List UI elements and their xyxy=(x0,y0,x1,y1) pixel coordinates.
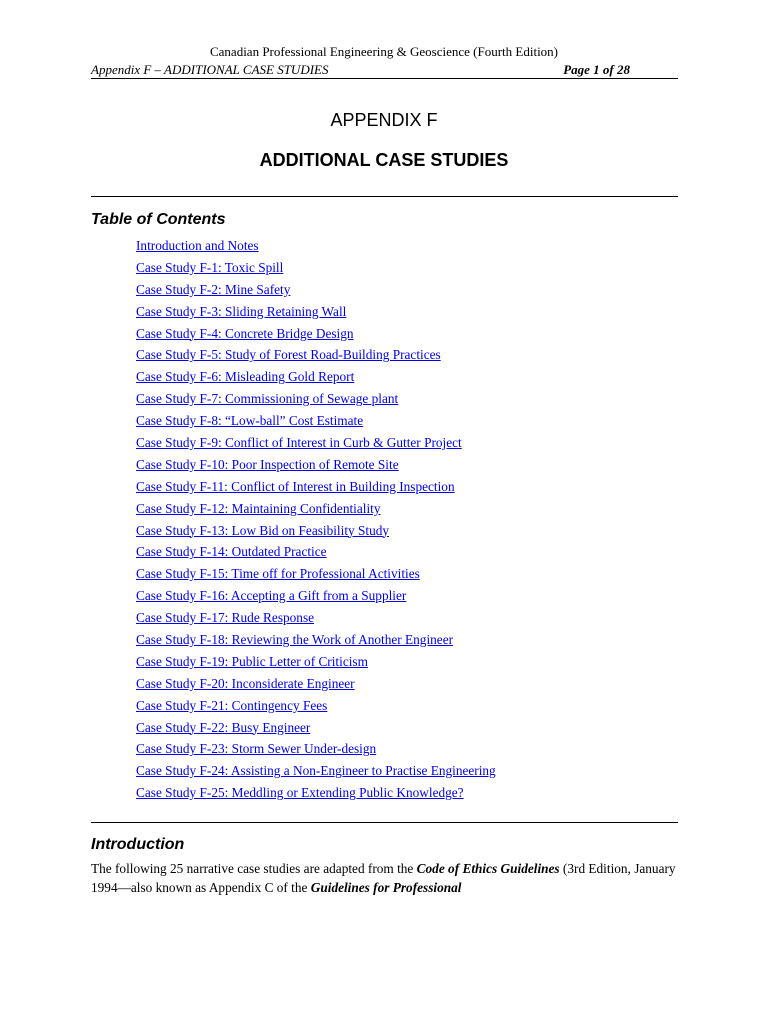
toc-link[interactable]: Case Study F-14: Outdated Practice xyxy=(136,544,327,560)
toc-link[interactable]: Case Study F-9: Conflict of Interest in Curb & Gutter Project xyxy=(136,435,462,451)
toc-link[interactable]: Case Study F-2: Mine Safety xyxy=(136,281,291,297)
intro-text: The following 25 narrative case studies are adapted from the xyxy=(91,861,417,876)
toc-link[interactable]: Case Study F-16: Accepting a Gift from a Supplier xyxy=(136,588,407,604)
toc-item xyxy=(136,236,496,258)
running-header xyxy=(91,62,678,78)
toc-link[interactable]: Case Study F-3: Sliding Retaining Wall xyxy=(136,303,347,319)
toc-link[interactable]: Case Study F-21: Contingency Fees xyxy=(136,697,328,713)
toc-item xyxy=(136,345,496,367)
toc-link[interactable]: Case Study F-19: Public Letter of Criticism xyxy=(136,653,368,669)
introduction-paragraph xyxy=(91,859,678,897)
toc-link[interactable]: Case Study F-4: Concrete Bridge Design xyxy=(136,325,354,341)
toc-item xyxy=(136,696,496,718)
toc-item xyxy=(136,280,496,302)
toc-item xyxy=(136,586,496,608)
intro-emphasis: Guidelines for Professional xyxy=(310,880,462,895)
toc-item xyxy=(136,761,496,783)
toc-link[interactable]: Case Study F-5: Study of Forest Road-Building Practices xyxy=(136,347,441,363)
toc-item xyxy=(136,718,496,740)
toc-link[interactable]: Case Study F-6: Misleading Gold Report xyxy=(136,369,355,385)
toc-item xyxy=(136,521,496,543)
toc-item xyxy=(136,739,496,761)
toc-item xyxy=(136,302,496,324)
toc-link[interactable]: Case Study F-17: Rude Response xyxy=(136,610,315,626)
running-header-title: Canadian Professional Engineering & Geoscience (Fourth Edition) xyxy=(209,44,559,59)
appendix-title: APPENDIX F xyxy=(330,110,438,130)
header-divider xyxy=(91,78,678,79)
toc-link[interactable]: Case Study F-25: Meddling or Extending Public Knowledge? xyxy=(136,785,464,801)
toc-link[interactable]: Introduction and Notes xyxy=(136,238,259,253)
toc-link[interactable]: Case Study F-23: Storm Sewer Under-design xyxy=(136,741,377,757)
section-divider xyxy=(91,822,678,823)
toc-link[interactable]: Case Study F-22: Busy Engineer xyxy=(136,719,311,735)
toc-link[interactable]: Case Study F-12: Maintaining Confidentiality xyxy=(136,500,381,516)
toc-item xyxy=(136,499,496,521)
toc-item xyxy=(136,455,496,477)
appendix-subtitle: ADDITIONAL CASE STUDIES xyxy=(259,150,509,170)
toc-item xyxy=(136,389,496,411)
toc-item xyxy=(136,324,496,346)
toc-link[interactable]: Case Study F-10: Poor Inspection of Remote Site xyxy=(136,456,399,472)
toc-item xyxy=(136,652,496,674)
running-header-section: Appendix F – ADDITIONAL CASE STUDIES xyxy=(91,62,329,77)
toc-link[interactable]: Case Study F-7: Commissioning of Sewage plant xyxy=(136,391,399,407)
toc-item xyxy=(136,433,496,455)
page-number: Page 1 of 28 xyxy=(563,62,630,77)
toc-link[interactable]: Case Study F-24: Assisting a Non-Engineer to Practise Engineering xyxy=(136,763,496,779)
toc-item xyxy=(136,411,496,433)
toc-item xyxy=(136,564,496,586)
toc-heading: Table of Contents xyxy=(91,211,226,228)
toc-item xyxy=(136,783,496,805)
toc-item xyxy=(136,542,496,564)
toc-link[interactable]: Case Study F-18: Reviewing the Work of Another Engineer xyxy=(136,632,454,648)
toc-item xyxy=(136,367,496,389)
toc-item xyxy=(136,608,496,630)
intro-text: (3rd Edition, January 1994—also known as Appendix C of the xyxy=(91,861,676,895)
toc-link[interactable]: Case Study F-13: Low Bid on Feasibility Study xyxy=(136,522,390,538)
introduction-heading: Introduction xyxy=(91,836,185,853)
title-divider xyxy=(91,196,678,197)
toc-link[interactable]: Case Study F-20: Inconsiderate Engineer xyxy=(136,675,355,691)
toc-list xyxy=(136,236,496,805)
toc-link[interactable]: Case Study F-15: Time off for Professional Activities xyxy=(136,566,420,582)
toc-link[interactable]: Case Study F-8: “Low-ball” Cost Estimate xyxy=(136,413,364,429)
toc-link[interactable]: Case Study F-1: Toxic Spill xyxy=(136,259,284,275)
toc-item xyxy=(136,674,496,696)
toc-item xyxy=(136,477,496,499)
intro-emphasis: Code of Ethics Guidelines xyxy=(416,861,560,876)
toc-link[interactable]: Case Study F-11: Conflict of Interest in Building Inspection xyxy=(136,478,455,494)
toc-item xyxy=(136,258,496,280)
toc-item xyxy=(136,630,496,652)
